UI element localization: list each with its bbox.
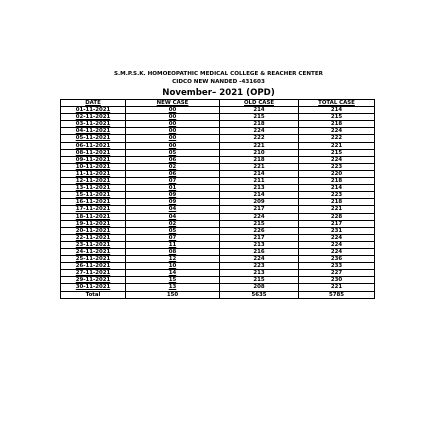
cell-date: 23-11-2021 bbox=[61, 241, 126, 248]
table-header-row bbox=[61, 100, 375, 107]
cell-new-case: 00 bbox=[126, 142, 220, 149]
cell-date: 09-11-2021 bbox=[61, 156, 126, 163]
cell-date: 29-11-2021 bbox=[61, 277, 126, 284]
table-row bbox=[61, 277, 375, 284]
cell-old-case: 217 bbox=[220, 206, 299, 213]
table-row bbox=[61, 199, 375, 206]
table-total-row bbox=[61, 291, 375, 298]
cell-total-case: 230 bbox=[299, 277, 375, 284]
cell-total-case: 228 bbox=[299, 213, 375, 220]
cell-old-case: 218 bbox=[220, 121, 299, 128]
cell-new-case: 04 bbox=[126, 206, 220, 213]
cell-new-case: 07 bbox=[126, 234, 220, 241]
cell-date: 02-11-2021 bbox=[61, 114, 126, 121]
cell-total-case: 231 bbox=[299, 227, 375, 234]
cell-total-case: 224 bbox=[299, 248, 375, 255]
cell-old-case: 215 bbox=[220, 277, 299, 284]
cell-date: 05-11-2021 bbox=[61, 135, 126, 142]
table-row bbox=[61, 256, 375, 263]
table-row bbox=[61, 142, 375, 149]
table-row bbox=[61, 170, 375, 177]
table-row bbox=[61, 128, 375, 135]
cell-old-case: 221 bbox=[220, 163, 299, 170]
cell-date: 01-11-2021 bbox=[61, 107, 126, 114]
cell-new-case: 10 bbox=[126, 263, 220, 270]
cell-old-case: 209 bbox=[220, 199, 299, 206]
cell-date: 18-11-2021 bbox=[61, 213, 126, 220]
table-row bbox=[61, 220, 375, 227]
total-label: Total bbox=[61, 291, 126, 298]
cell-new-case: 00 bbox=[126, 114, 220, 121]
cell-date: 24-11-2021 bbox=[61, 248, 126, 255]
cell-new-case: 00 bbox=[126, 121, 220, 128]
cell-date: 10-11-2021 bbox=[61, 163, 126, 170]
cell-date: 30-11-2021 bbox=[61, 284, 126, 291]
cell-total-case: 220 bbox=[299, 170, 375, 177]
cell-date: 13-11-2021 bbox=[61, 185, 126, 192]
cell-new-case: 11 bbox=[126, 241, 220, 248]
table-row bbox=[61, 234, 375, 241]
institution-address: CIDCO NEW NANDED -431603 bbox=[172, 79, 265, 85]
cell-old-case: 211 bbox=[220, 178, 299, 185]
table-row bbox=[61, 263, 375, 270]
cell-old-case: 223 bbox=[220, 263, 299, 270]
cell-total-case: 221 bbox=[299, 142, 375, 149]
total-old-case: 5635 bbox=[220, 291, 299, 298]
cell-total-case: 215 bbox=[299, 149, 375, 156]
cell-total-case: 236 bbox=[299, 256, 375, 263]
cell-date: 15-11-2021 bbox=[61, 192, 126, 199]
cell-date: 27-11-2021 bbox=[61, 270, 126, 277]
cell-total-case: 215 bbox=[299, 114, 375, 121]
cell-old-case: 214 bbox=[220, 107, 299, 114]
cell-new-case: 02 bbox=[126, 163, 220, 170]
cell-new-case: 01 bbox=[126, 185, 220, 192]
cell-new-case: 06 bbox=[126, 170, 220, 177]
cell-old-case: 215 bbox=[220, 220, 299, 227]
table-row bbox=[61, 284, 375, 291]
table-row bbox=[61, 149, 375, 156]
cell-new-case: 00 bbox=[126, 107, 220, 114]
cell-new-case: 09 bbox=[126, 199, 220, 206]
cell-total-case: 224 bbox=[299, 156, 375, 163]
cell-new-case: 02 bbox=[126, 220, 220, 227]
cell-new-case: 08 bbox=[126, 248, 220, 255]
column-header-old-case: OLD CASE bbox=[220, 100, 299, 107]
cell-total-case: 222 bbox=[299, 135, 375, 142]
cell-old-case: 213 bbox=[220, 241, 299, 248]
cell-new-case: 06 bbox=[126, 156, 220, 163]
table-row bbox=[61, 206, 375, 213]
table-row bbox=[61, 135, 375, 142]
cell-old-case: 208 bbox=[220, 284, 299, 291]
cell-new-case: 12 bbox=[126, 256, 220, 263]
cell-new-case: 07 bbox=[126, 178, 220, 185]
cell-date: 12-11-2021 bbox=[61, 178, 126, 185]
report-period: November– 2021 (OPD) bbox=[162, 88, 275, 98]
table-row bbox=[61, 178, 375, 185]
cell-date: 20-11-2021 bbox=[61, 227, 126, 234]
cell-total-case: 227 bbox=[299, 270, 375, 277]
cell-old-case: 222 bbox=[220, 135, 299, 142]
cell-total-case: 224 bbox=[299, 234, 375, 241]
cell-date: 16-11-2021 bbox=[61, 199, 126, 206]
cell-total-case: 214 bbox=[299, 185, 375, 192]
cell-new-case: 05 bbox=[126, 227, 220, 234]
cell-date: 26-11-2021 bbox=[61, 263, 126, 270]
cell-date: 19-11-2021 bbox=[61, 220, 126, 227]
cell-date: 03-11-2021 bbox=[61, 121, 126, 128]
cell-old-case: 210 bbox=[220, 149, 299, 156]
column-header-date: DATE bbox=[61, 100, 126, 107]
cell-total-case: 218 bbox=[299, 199, 375, 206]
table-row bbox=[61, 227, 375, 234]
institution-name: S.M.P.S.K. HOMOEOPATHIC MEDICAL COLLEGE & REACHER CENTER bbox=[114, 71, 323, 77]
cell-date: 11-11-2021 bbox=[61, 170, 126, 177]
cell-new-case: 09 bbox=[126, 192, 220, 199]
table-row bbox=[61, 185, 375, 192]
cell-new-case: 15 bbox=[126, 277, 220, 284]
cell-total-case: 214 bbox=[299, 107, 375, 114]
cell-total-case: 224 bbox=[299, 241, 375, 248]
cell-total-case: 233 bbox=[299, 263, 375, 270]
cell-date: 08-11-2021 bbox=[61, 149, 126, 156]
table-row bbox=[61, 241, 375, 248]
cell-date: 04-11-2021 bbox=[61, 128, 126, 135]
column-header-new-case: NEW CASE bbox=[126, 100, 220, 107]
cell-old-case: 226 bbox=[220, 227, 299, 234]
cell-total-case: 221 bbox=[299, 284, 375, 291]
cell-total-case: 223 bbox=[299, 192, 375, 199]
cell-old-case: 221 bbox=[220, 142, 299, 149]
opd-table bbox=[60, 99, 375, 299]
total-total-case: 5785 bbox=[299, 291, 375, 298]
cell-date: 25-11-2021 bbox=[61, 256, 126, 263]
total-new-case: 150 bbox=[126, 291, 220, 298]
cell-old-case: 224 bbox=[220, 256, 299, 263]
cell-old-case: 215 bbox=[220, 114, 299, 121]
cell-new-case: 14 bbox=[126, 270, 220, 277]
cell-new-case: 00 bbox=[126, 135, 220, 142]
column-header-total-case: TOTAL CASE bbox=[299, 100, 375, 107]
table-row bbox=[61, 156, 375, 163]
table-body bbox=[61, 107, 375, 291]
table-row bbox=[61, 248, 375, 255]
cell-old-case: 224 bbox=[220, 128, 299, 135]
cell-old-case: 216 bbox=[220, 248, 299, 255]
cell-new-case: 04 bbox=[126, 213, 220, 220]
table-row bbox=[61, 192, 375, 199]
cell-total-case: 223 bbox=[299, 163, 375, 170]
cell-total-case: 217 bbox=[299, 220, 375, 227]
cell-old-case: 213 bbox=[220, 185, 299, 192]
table-row bbox=[61, 213, 375, 220]
cell-old-case: 213 bbox=[220, 270, 299, 277]
cell-total-case: 224 bbox=[299, 128, 375, 135]
cell-total-case: 218 bbox=[299, 121, 375, 128]
table-row bbox=[61, 114, 375, 121]
table-row bbox=[61, 107, 375, 114]
cell-old-case: 218 bbox=[220, 156, 299, 163]
cell-date: 17-11-2021 bbox=[61, 206, 126, 213]
cell-total-case: 218 bbox=[299, 178, 375, 185]
cell-new-case: 00 bbox=[126, 128, 220, 135]
cell-new-case: 05 bbox=[126, 149, 220, 156]
cell-total-case: 221 bbox=[299, 206, 375, 213]
cell-date: 06-11-2021 bbox=[61, 142, 126, 149]
table-row bbox=[61, 121, 375, 128]
table-row bbox=[61, 163, 375, 170]
cell-old-case: 214 bbox=[220, 192, 299, 199]
cell-old-case: 217 bbox=[220, 234, 299, 241]
cell-new-case: 13 bbox=[126, 284, 220, 291]
table-row bbox=[61, 270, 375, 277]
cell-date: 22-11-2021 bbox=[61, 234, 126, 241]
cell-old-case: 224 bbox=[220, 213, 299, 220]
cell-old-case: 214 bbox=[220, 170, 299, 177]
